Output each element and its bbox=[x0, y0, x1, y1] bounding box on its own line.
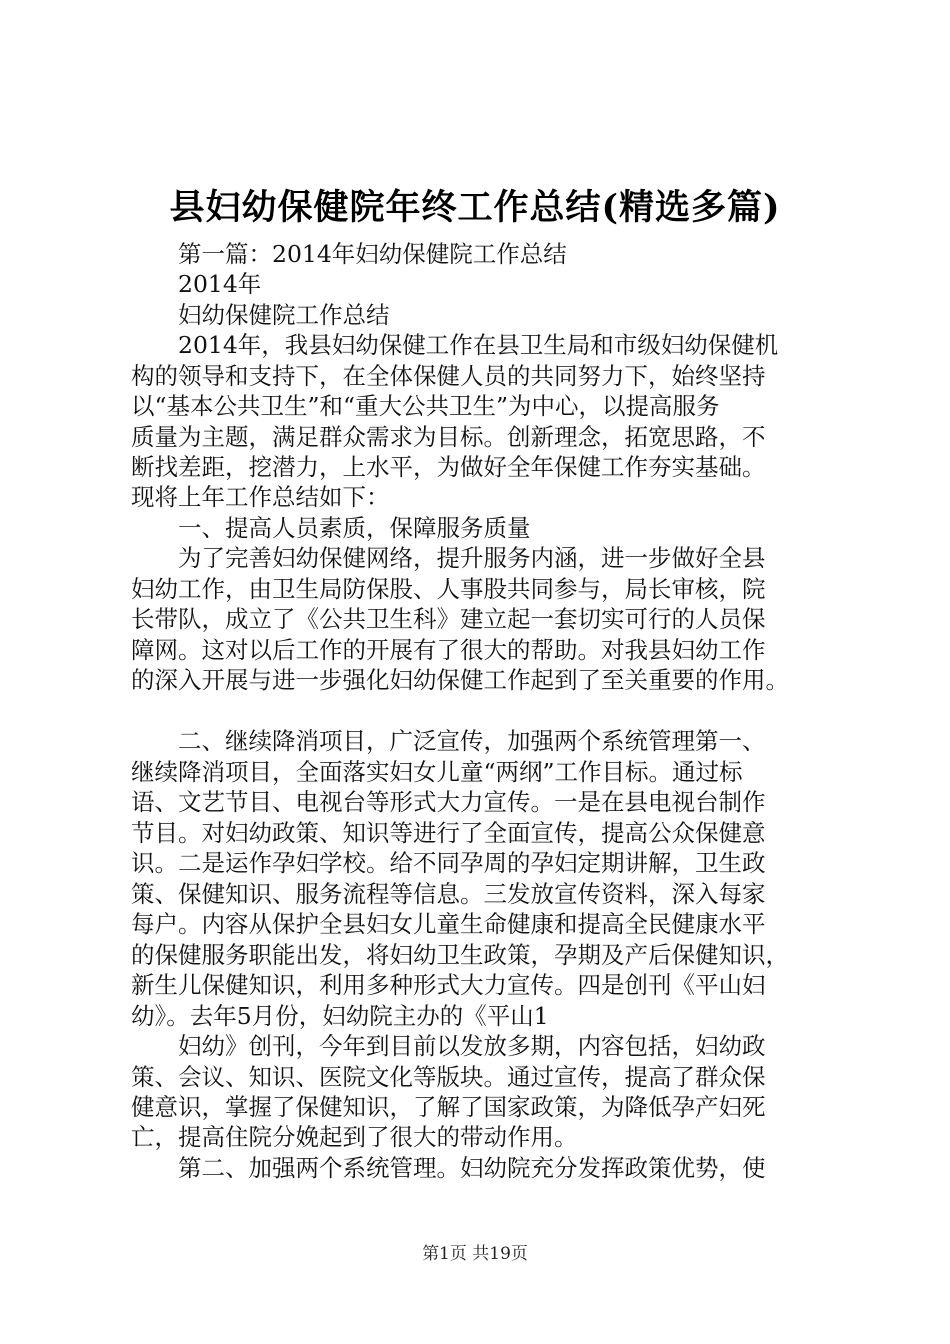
page-number-footer: 第1页 共19页 bbox=[422, 1244, 528, 1264]
text-line: 新生儿保健知识，利用多种形式大力宣传。四是创刊《平山妇 bbox=[131, 971, 766, 999]
text-line: 妇幼工作，由卫生局防保股、人事股共同参与，局长审核，院 bbox=[131, 575, 766, 603]
text-line: 继续降消项目，全面落实妇女儿童“两纲”工作目标。通过标 bbox=[131, 758, 743, 786]
text-line: 策、保健知识、服务流程等信息。三发放宣传资料，深入每家 bbox=[131, 880, 766, 908]
text-line: 断找差距，挖潜力，上水平，为做好全年保健工作夯实基础。 bbox=[131, 453, 766, 481]
text-line: 识。二是运作孕妇学校。给不同孕周的孕妇定期讲解，卫生政 bbox=[131, 849, 766, 877]
text-line: 策、会议、知识、医院文化等版块。通过宣传，提高了群众保 bbox=[131, 1063, 766, 1091]
text-line: 构的领导和支持下，在全体保健人员的共同努力下，始终坚持 bbox=[131, 362, 766, 390]
text-line: 障网。这对以后工作的开展有了很大的帮助。对我县妇幼工作 bbox=[131, 636, 766, 664]
text-line: 以“基本公共卫生”和“重大公共卫生”为中心，以提高服务 bbox=[131, 392, 720, 420]
text-line: 第二、加强两个系统管理。妇幼院充分发挥政策优势，使 bbox=[131, 1154, 766, 1182]
text-line: 一、提高人员素质，保障服务质量 bbox=[131, 514, 531, 542]
text-line: 妇幼》创刊，今年到目前以发放多期，内容包括，妇幼政 bbox=[131, 1032, 766, 1060]
text-line: 的保健服务职能出发，将妇幼卫生政策，孕期及产后保健知识， bbox=[131, 941, 789, 969]
text-line: 长带队，成立了《公共卫生科》建立起一套切实可行的人员保 bbox=[131, 605, 766, 633]
text-line: 2014年，我县妇幼保健工作在县卫生局和市级妇幼保健机 bbox=[131, 331, 779, 359]
text-line: 妇幼保健院工作总结 bbox=[131, 301, 390, 329]
text-line: 幼》。去年5月份，妇幼院主办的《平山1 bbox=[131, 1002, 549, 1030]
text-line: 每户。内容从保护全县妇女儿童生命健康和提高全民健康水平 bbox=[131, 910, 766, 938]
text-line: 二、继续降消项目，广泛宣传，加强两个系统管理第一、 bbox=[131, 727, 766, 755]
text-line: 2014年 bbox=[131, 270, 262, 298]
text-line: 第一篇：2014年妇幼保健院工作总结 bbox=[131, 240, 567, 268]
text-line: 健意识，掌握了保健知识，了解了国家政策，为降低孕产妇死 bbox=[131, 1093, 766, 1121]
text-line: 质量为主题，满足群众需求为目标。创新理念，拓宽思路，不 bbox=[131, 423, 766, 451]
text-line: 现将上年工作总结如下： bbox=[131, 483, 390, 511]
document-title: 县妇幼保健院年终工作总结(精选多篇) bbox=[169, 187, 781, 228]
text-line: 语、文艺节目、电视台等形式大力宣传。一是在县电视台制作 bbox=[131, 788, 766, 816]
text-line: 亡，提高住院分娩起到了很大的带动作用。 bbox=[131, 1123, 578, 1151]
text-line: 节目。对妇幼政策、知识等进行了全面宣传，提高公众保健意 bbox=[131, 819, 766, 847]
text-line: 为了完善妇幼保健网络，提升服务内涵，进一步做好全县 bbox=[131, 544, 766, 572]
text-line: 的深入开展与进一步强化妇幼保健工作起到了至关重要的作用。 bbox=[131, 666, 789, 694]
